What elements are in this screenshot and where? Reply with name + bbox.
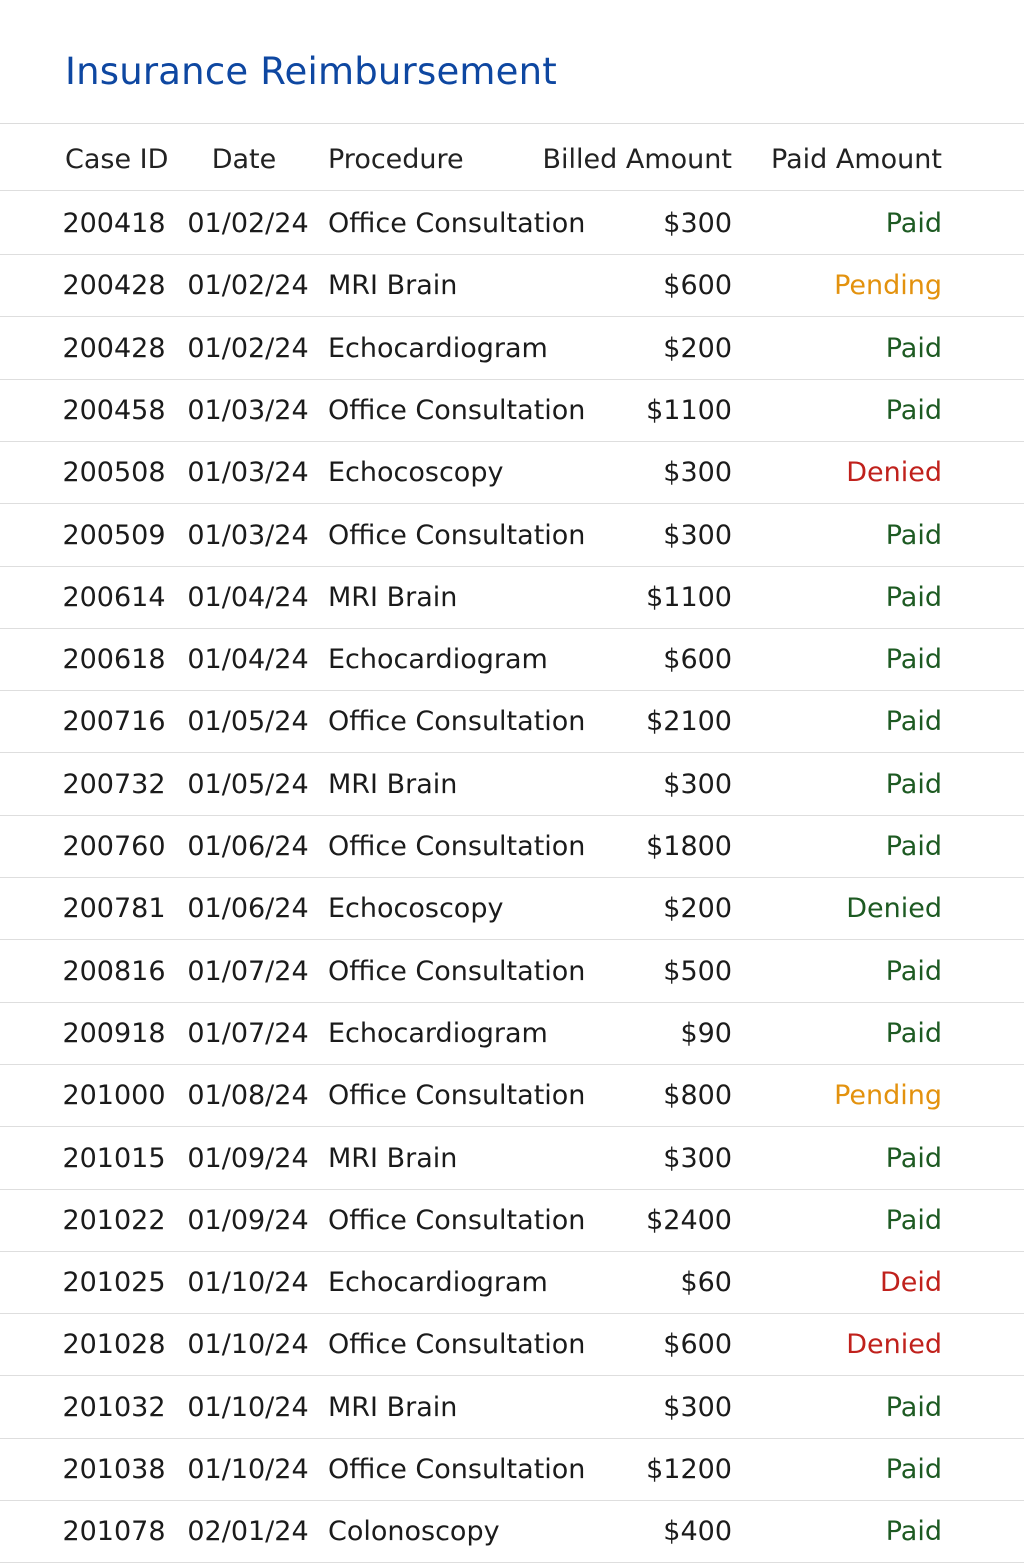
page-title: Insurance Reimbursement — [65, 50, 557, 93]
cell-paid-status: Paid — [885, 581, 942, 613]
cell-case-id: 200458 — [62, 394, 166, 426]
table-row[interactable] — [0, 442, 1024, 504]
cell-procedure: MRI Brain — [328, 1391, 458, 1423]
cell-billed-amount: $1100 — [646, 394, 732, 426]
cell-billed-amount: $400 — [663, 1516, 732, 1548]
cell-case-id: 200816 — [62, 955, 166, 987]
cell-billed-amount: $300 — [663, 1391, 732, 1423]
cell-paid-status: Paid — [885, 1017, 942, 1049]
cell-date: 01/05/24 — [187, 768, 309, 800]
cell-billed-amount: $2400 — [646, 1204, 732, 1236]
cell-procedure: Office Consultation — [328, 1080, 586, 1112]
cell-paid-status: Paid — [885, 332, 942, 364]
cell-case-id: 201022 — [62, 1204, 166, 1236]
cell-paid-status: Paid — [885, 831, 942, 862]
cell-paid-status: Paid — [885, 644, 942, 676]
cell-paid-status: Paid — [885, 768, 942, 800]
cell-procedure: MRI Brain — [328, 1142, 458, 1174]
cell-billed-amount: $2100 — [646, 706, 732, 738]
cell-case-id: 200508 — [62, 457, 166, 489]
cell-paid-status: Paid — [885, 1142, 942, 1174]
cell-billed-amount: $800 — [663, 1080, 732, 1112]
cell-paid-status: Pending — [834, 1080, 942, 1112]
table-header — [0, 129, 1024, 191]
cell-procedure: Echocardiogram — [328, 332, 548, 364]
table-row[interactable] — [0, 1314, 1024, 1376]
table-row[interactable] — [0, 380, 1024, 442]
cell-paid-status: Paid — [885, 394, 942, 426]
column-header-paid-amount[interactable]: Paid Amount — [771, 144, 942, 175]
cell-case-id: 200918 — [62, 1017, 166, 1049]
cell-procedure: Office Consultation — [328, 955, 586, 987]
cell-paid-status: Denied — [846, 457, 942, 489]
cell-paid-status: Paid — [885, 706, 942, 738]
cell-date: 01/03/24 — [187, 457, 309, 489]
cell-case-id: 200614 — [62, 581, 166, 613]
cell-case-id: 201025 — [62, 1267, 166, 1299]
cell-case-id: 200732 — [62, 768, 166, 800]
table-row[interactable] — [0, 816, 1024, 878]
cell-billed-amount: $90 — [680, 1017, 732, 1049]
table-row[interactable] — [0, 193, 1024, 255]
cell-paid-status: Paid — [885, 208, 942, 239]
table-row[interactable] — [0, 754, 1024, 816]
column-header-date[interactable]: Date — [211, 144, 277, 175]
cell-date: 01/09/24 — [187, 1142, 309, 1174]
cell-procedure: Echocardiogram — [328, 644, 548, 676]
table-row[interactable] — [0, 505, 1024, 567]
cell-procedure: MRI Brain — [328, 270, 458, 302]
cell-case-id: 201078 — [62, 1516, 166, 1548]
cell-case-id: 201028 — [62, 1329, 166, 1361]
cell-paid-status: Deid — [879, 1267, 942, 1299]
cell-procedure: Office Consultation — [328, 1454, 586, 1485]
table-row[interactable] — [0, 567, 1024, 629]
cell-date: 01/07/24 — [187, 1017, 309, 1049]
cell-paid-status: Paid — [885, 1391, 942, 1423]
cell-case-id: 201038 — [62, 1454, 166, 1485]
cell-case-id: 200509 — [62, 519, 166, 551]
table-row[interactable] — [0, 691, 1024, 753]
cell-case-id: 200618 — [62, 644, 166, 676]
cell-billed-amount: $300 — [663, 768, 732, 800]
cell-procedure: Office Consultation — [328, 208, 586, 239]
cell-date: 01/10/24 — [187, 1329, 309, 1361]
cell-date: 01/06/24 — [187, 831, 309, 862]
cell-date: 01/04/24 — [187, 644, 309, 676]
table-row[interactable] — [0, 1065, 1024, 1127]
cell-billed-amount: $300 — [663, 519, 732, 551]
cell-procedure: Office Consultation — [328, 1329, 586, 1361]
cell-case-id: 200428 — [62, 332, 166, 364]
cell-paid-status: Paid — [885, 1204, 942, 1236]
cell-case-id: 200716 — [62, 706, 166, 738]
cell-procedure: Office Consultation — [328, 519, 586, 551]
cell-date: 01/02/24 — [187, 270, 309, 302]
cell-date: 01/07/24 — [187, 955, 309, 987]
table-row[interactable] — [0, 1501, 1024, 1563]
cell-date: 01/05/24 — [187, 706, 309, 738]
cell-procedure: Colonoscopy — [328, 1516, 500, 1548]
cell-procedure: Echocoscopy — [328, 457, 504, 489]
table-row[interactable] — [0, 1190, 1024, 1252]
column-header-billed-amount[interactable]: Billed Amount — [542, 144, 732, 175]
cell-billed-amount: $600 — [663, 1329, 732, 1361]
cell-procedure: Office Consultation — [328, 1204, 586, 1236]
cell-procedure: Echocardiogram — [328, 1267, 548, 1299]
cell-case-id: 200428 — [62, 270, 166, 302]
cell-case-id: 201015 — [62, 1142, 166, 1174]
cell-billed-amount: $200 — [663, 332, 732, 364]
cell-procedure: MRI Brain — [328, 581, 458, 613]
cell-date: 01/09/24 — [187, 1204, 309, 1236]
cell-date: 01/10/24 — [187, 1454, 309, 1485]
cell-date: 01/02/24 — [187, 208, 309, 239]
cell-case-id: 200781 — [62, 893, 166, 925]
cell-procedure: Echocardiogram — [328, 1017, 548, 1049]
cell-billed-amount: $1100 — [646, 581, 732, 613]
cell-billed-amount: $60 — [680, 1267, 732, 1299]
cell-procedure: Office Consultation — [328, 706, 586, 738]
cell-billed-amount: $1800 — [646, 831, 732, 862]
title-divider — [0, 123, 1024, 124]
cell-date: 01/04/24 — [187, 581, 309, 613]
cell-billed-amount: $500 — [663, 955, 732, 987]
cell-date: 02/01/24 — [187, 1516, 309, 1548]
cell-date: 01/08/24 — [187, 1080, 309, 1112]
cell-case-id: 200418 — [62, 208, 166, 239]
table-row[interactable] — [0, 318, 1024, 380]
cell-date: 01/03/24 — [187, 519, 309, 551]
cell-case-id: 200760 — [62, 831, 166, 862]
cell-procedure: Echocoscopy — [328, 893, 504, 925]
column-header-case-id[interactable]: Case ID — [65, 144, 169, 175]
cell-billed-amount: $300 — [663, 457, 732, 489]
cell-paid-status: Paid — [885, 1454, 942, 1485]
cell-billed-amount: $300 — [663, 1142, 732, 1174]
table-row[interactable] — [0, 941, 1024, 1003]
cell-paid-status: Paid — [885, 955, 942, 987]
cell-procedure: Office Consultation — [328, 831, 586, 862]
table-row[interactable] — [0, 629, 1024, 691]
cell-procedure: MRI Brain — [328, 768, 458, 800]
cell-billed-amount: $600 — [663, 270, 732, 302]
table-row[interactable] — [0, 255, 1024, 317]
table-row[interactable] — [0, 1003, 1024, 1065]
cell-paid-status: Pending — [834, 270, 942, 302]
table-row[interactable] — [0, 1439, 1024, 1501]
cell-paid-status: Paid — [885, 519, 942, 551]
cell-billed-amount: $600 — [663, 644, 732, 676]
cell-date: 01/06/24 — [187, 893, 309, 925]
cell-billed-amount: $300 — [663, 208, 732, 239]
cell-billed-amount: $1200 — [646, 1454, 732, 1485]
cell-billed-amount: $200 — [663, 893, 732, 925]
cell-paid-status: Denied — [846, 1329, 942, 1361]
table-row[interactable] — [0, 1377, 1024, 1439]
cell-date: 01/10/24 — [187, 1267, 309, 1299]
cell-paid-status: Denied — [846, 893, 942, 925]
cell-date: 01/03/24 — [187, 394, 309, 426]
column-header-procedure[interactable]: Procedure — [328, 144, 464, 175]
cell-case-id: 201032 — [62, 1391, 166, 1423]
cell-procedure: Office Consultation — [328, 394, 586, 426]
table-row[interactable] — [0, 878, 1024, 940]
cell-paid-status: Paid — [885, 1516, 942, 1548]
cell-date: 01/02/24 — [187, 332, 309, 364]
cell-case-id: 201000 — [62, 1080, 166, 1112]
table-row[interactable] — [0, 1128, 1024, 1190]
cell-date: 01/10/24 — [187, 1391, 309, 1423]
table-row[interactable] — [0, 1252, 1024, 1314]
